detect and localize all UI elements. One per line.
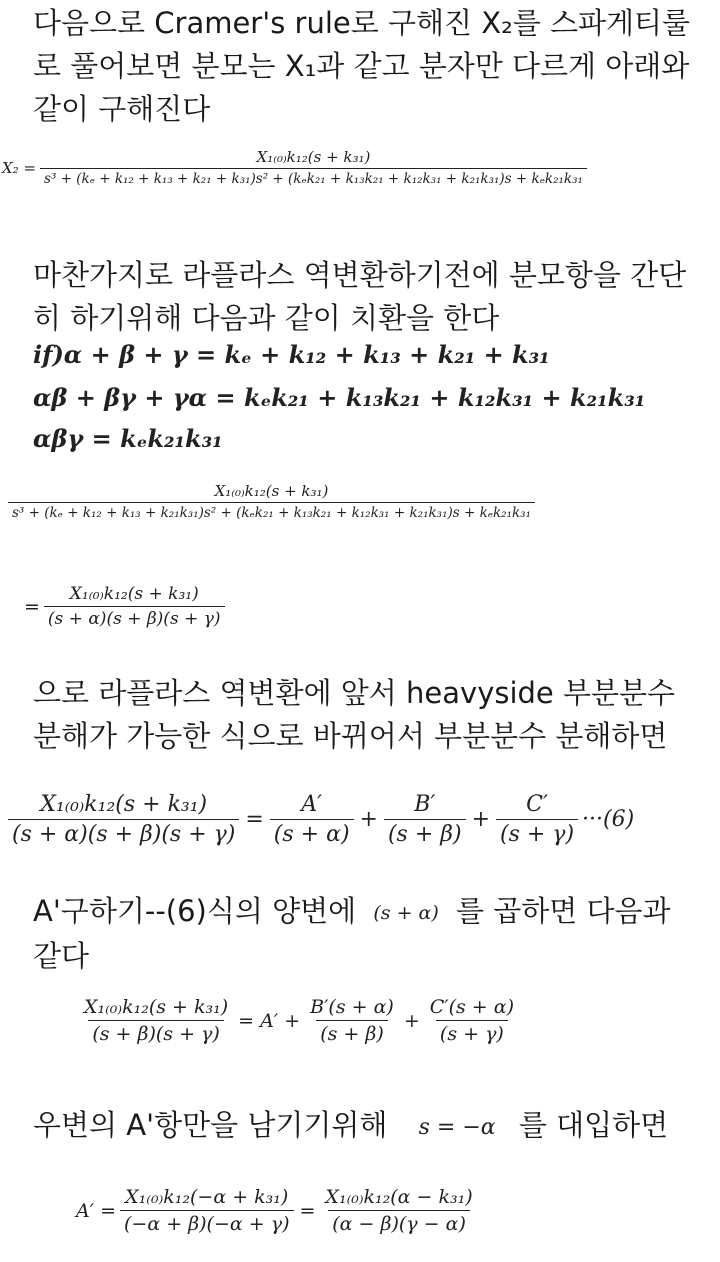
pf-c-numerator: C′: [526, 792, 548, 817]
characteristic-fraction: [8, 482, 720, 521]
pf-equals: =: [245, 807, 264, 832]
paragraph-substitution: 마찬가지로 라플라스 역변환하기전에 분모항을 간단히 하기위해 다음과 같이 치환을 한다: [33, 258, 687, 335]
m-c-numerator: C′(s + α): [429, 996, 515, 1018]
substitution-sum: if)α + β + γ = kₑ + k₁₂ + k₁₃ + k₂₁ + k₃₁: [33, 340, 550, 369]
equation-tag-6: ···(6): [582, 807, 635, 832]
pf-a-fraction: [270, 792, 354, 847]
x2-denominator: s³ + (kₑ + k₁₂ + k₁₃ + k₂₁ + k₃₁)s² + (kₑk₂₁ + k₁₃k₂₁ + k₁₂k₃₁ + k₂₁k₃₁)s + kₑk₂₁k₃₁: [40, 168, 587, 187]
a-numerator-2: X₁₍₀₎k₁₂(α − k₃₁): [325, 1186, 473, 1208]
paragraph-partial-fraction: 으로 라플라스 역변환에 앞서 heavyside 부분분수 분해가 가능한 식으로 바뀌어서 부분분수 분해하면: [33, 676, 676, 753]
m-equals-a: = A′ +: [238, 1009, 301, 1032]
find-a-text-before: A'구하기--(6)식의 양변에: [33, 894, 357, 928]
x2-numerator: X₁₍₀₎k₁₂(s + k₃₁): [256, 148, 371, 166]
x2-lhs: X₂ =: [2, 158, 37, 177]
a-denominator-2: (α − β)(γ − α): [328, 1210, 470, 1235]
substitute-text-after: 를 대입하면: [518, 1108, 669, 1142]
a-fraction-2: [321, 1186, 476, 1235]
a-equals: =: [299, 1199, 316, 1222]
m-plus: +: [403, 1009, 420, 1032]
multiply-factor: (s + α): [373, 901, 439, 924]
factored-equals: =: [24, 595, 40, 618]
substitution-product: αβγ = kₑk₂₁k₃₁: [33, 424, 223, 453]
multiplied-equation: [80, 996, 518, 1045]
m-b-fraction: [306, 996, 398, 1045]
m-b-denominator: (s + β): [316, 1020, 388, 1045]
pf-b-fraction: [384, 792, 466, 847]
substitute-text-before: 우변의 A'항만을 남기기위해: [33, 1108, 388, 1142]
m-c-fraction: [426, 996, 518, 1045]
big-fraction: [8, 482, 535, 521]
factored-numerator: X₁₍₀₎k₁₂(s + k₃₁): [69, 584, 199, 604]
m-b-numerator: B′(s + α): [310, 996, 394, 1018]
m-numerator: X₁₍₀₎k₁₂(s + k₃₁): [84, 996, 229, 1018]
pf-b-numerator: B′: [414, 792, 436, 817]
pf-b-denominator: (s + β): [384, 819, 466, 847]
a-result-equation: [76, 1186, 477, 1235]
big-numerator: X₁₍₀₎k₁₂(s + k₃₁): [214, 482, 329, 500]
a-numerator-1: X₁₍₀₎k₁₂(−α + k₃₁): [125, 1186, 289, 1208]
pf-plus-1: +: [359, 807, 378, 832]
pf-lhs-fraction: [8, 792, 239, 847]
factored-denominator: (s + α)(s + β)(s + γ): [44, 606, 225, 629]
pf-c-fraction: [496, 792, 578, 847]
substitution-pairs: αβ + βγ + γα = kₑk₂₁ + k₁₃k₂₁ + k₁₂k₃₁ + k₂₁k₃₁: [33, 383, 646, 412]
a-denominator-1: (−α + β)(−α + γ): [120, 1210, 294, 1235]
m-denominator: (s + β)(s + γ): [88, 1020, 224, 1045]
pf-numerator: X₁₍₀₎k₁₂(s + k₃₁): [40, 792, 208, 817]
m-lhs-fraction: [80, 996, 232, 1045]
a-lhs: A′ =: [76, 1199, 116, 1222]
pf-denominator: (s + α)(s + β)(s + γ): [8, 819, 239, 847]
substitution-value: s = −α: [418, 1114, 496, 1140]
x2-fraction: [40, 148, 587, 187]
pf-plus-2: +: [471, 807, 491, 832]
partial-fraction-equation: [8, 792, 634, 847]
x2-equation: [2, 148, 718, 187]
paragraph-substitute: [33, 1104, 693, 1149]
pf-a-denominator: (s + α): [270, 819, 354, 847]
factored-equation: [24, 584, 225, 629]
a-fraction-1: [120, 1186, 294, 1235]
big-denominator: s³ + (kₑ + k₁₂ + k₁₃ + k₂₁k₃₁)s² + (kₑk₂₁ + k₁₃k₂₁ + k₁₂k₃₁ + k₂₁k₃₁)s + kₑk₂₁k₃₁: [8, 502, 535, 521]
factored-fraction: [44, 584, 225, 629]
m-c-denominator: (s + γ): [436, 1020, 508, 1045]
paragraph-intro: 다음으로 Cramer's rule로 구해진 X₂를 스파게티룰로 풀어보면 분모는 X₁과 같고 분자만 다르게 아래와 같이 구해진다: [33, 6, 691, 126]
pf-c-denominator: (s + γ): [496, 819, 578, 847]
pf-a-numerator: A′: [301, 792, 323, 817]
find-a-text-after: 를 곱하면 다음과 같다: [33, 894, 671, 973]
paragraph-find-a: [33, 890, 693, 978]
